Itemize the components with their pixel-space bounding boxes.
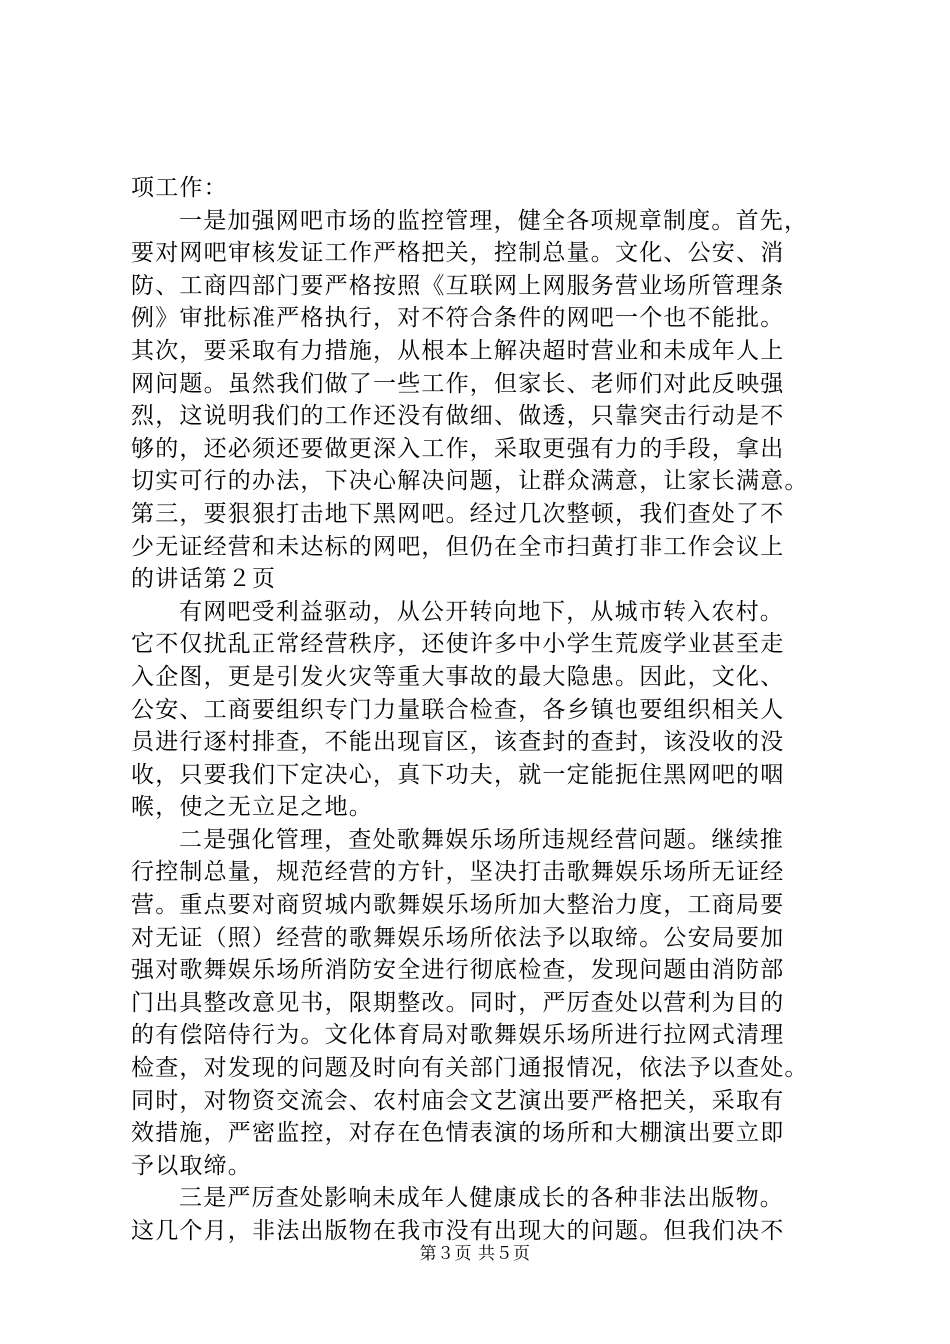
text-line: 检查，对发现的问题及时向有关部门通报情况，依法予以查处。 (131, 1055, 809, 1082)
text-line: 防、工商四部门要严格按照《互联网上网服务营业场所管理条 (131, 272, 785, 299)
text-line: 强对歌舞娱乐场所消防安全进行彻底检查，发现问题由消防部 (131, 957, 785, 984)
text-line: 收，只要我们下定决心，真下功夫，就一定能扼住黑网吧的咽 (131, 761, 785, 788)
text-line: 行控制总量，规范经营的方针，坚决打击歌舞娱乐场所无证经 (131, 859, 785, 886)
text-line: 二是强化管理，查处歌舞娱乐场所违规经营问题。继续推 (179, 826, 784, 853)
text-line: 营。重点要对商贸城内歌舞娱乐场所加大整治力度，工商局要 (131, 892, 785, 919)
document-body (131, 172, 861, 1248)
text-line: 有网吧受利益驱动，从公开转向地下，从城市转入农村。 (179, 598, 784, 625)
text-line: 的有偿陪侍行为。文化体育局对歌舞娱乐场所进行拉网式清理 (131, 1022, 785, 1049)
text-line: 项工作： (131, 175, 228, 201)
text-line: 切实可行的办法，下决心解决问题，让群众满意，让家长满意。 (131, 468, 809, 495)
text-line: 公安、工商要组织专门力量联合检查，各乡镇也要组织相关人 (131, 696, 785, 723)
text-line: 员进行逐村排查，不能出现盲区，该查封的查封，该没收的没 (131, 729, 785, 756)
text-line: 第三，要狠狠打击地下黑网吧。经过几次整顿，我们查处了不 (131, 500, 785, 527)
text-line: 入企图，更是引发火灾等重大事故的最大隐患。因此，文化、 (131, 663, 785, 690)
text-line: 烈，这说明我们的工作还没有做细、做透，只靠突击行动是不 (131, 403, 785, 430)
text-line: 同时，对物资交流会、农村庙会文艺演出要严格把关，采取有 (131, 1087, 785, 1114)
page-footer: 第３页 共５页 (419, 1244, 531, 1264)
text-line: 门出具整改意见书，限期整改。同时，严厉查处以营利为目的 (131, 989, 785, 1016)
text-line: 对无证（照）经营的歌舞娱乐场所依法予以取缔。公安局要加 (131, 924, 785, 951)
text-line: 一是加强网吧市场的监控管理，健全各项规章制度。首先， (179, 207, 809, 234)
text-line: 效措施，严密监控，对存在色情表演的场所和大棚演出要立即 (131, 1120, 785, 1147)
text-line: 这几个月，非法出版物在我市没有出现大的问题。但我们决不 (131, 1218, 785, 1244)
text-line: 三是严厉查处影响未成年人健康成长的各种非法出版物。 (179, 1185, 784, 1212)
text-line: 喉，使之无立足之地。 (131, 794, 373, 821)
text-line: 例》审批标准严格执行，对不符合条件的网吧一个也不能批。 (131, 305, 785, 332)
text-line: 其次，要采取有力措施，从根本上解决超时营业和未成年人上 (131, 337, 785, 364)
text-line: 少无证经营和未达标的网吧，但仍在全市扫黄打非工作会议上 (131, 533, 785, 560)
text-line: 够的，还必须还要做更深入工作，采取更强有力的手段，拿出 (131, 435, 785, 462)
text-line: 要对网吧审核发证工作严格把关，控制总量。文化、公安、消 (131, 240, 785, 267)
text-line: 它不仅扰乱正常经营秩序，还使许多中小学生荒废学业甚至走 (131, 631, 785, 658)
text-line: 予以取缔。 (131, 1152, 252, 1179)
text-line: 网问题。虽然我们做了一些工作，但家长、老师们对此反映强 (131, 370, 785, 397)
text-line: 的讲话第２页 (131, 566, 277, 593)
